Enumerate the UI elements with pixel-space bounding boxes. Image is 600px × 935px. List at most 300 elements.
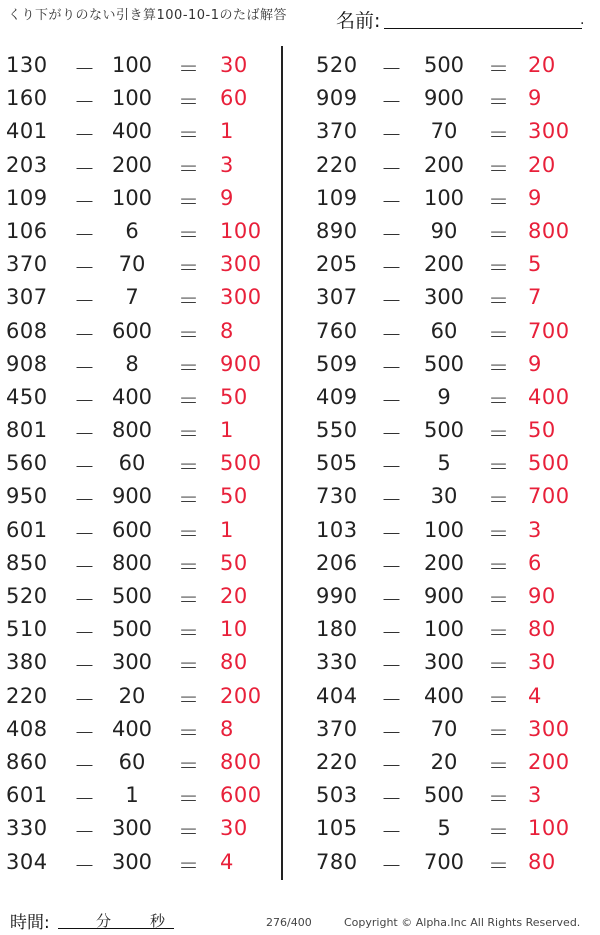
problem-row — [0, 247, 270, 280]
minus-sign: － — [381, 687, 402, 712]
answer: 90 — [528, 584, 556, 608]
answer: 5 — [528, 252, 542, 277]
problem-row — [308, 214, 578, 247]
minuend: 560 — [6, 451, 48, 476]
problem-row — [0, 181, 270, 214]
minuend: 801 — [6, 418, 48, 443]
minuend: 404 — [316, 683, 358, 708]
answer: 500 — [528, 451, 570, 476]
problem-row — [0, 745, 270, 778]
minuend: 401 — [6, 119, 48, 144]
problem-row — [0, 413, 270, 446]
equals-sign: ＝ — [488, 322, 509, 347]
name-underline — [384, 28, 582, 29]
answer: 100 — [220, 218, 262, 243]
answer: 30 — [528, 650, 556, 675]
answer: 30 — [220, 816, 248, 841]
minuend: 860 — [6, 749, 48, 774]
answer: 50 — [220, 550, 248, 575]
minuend: 180 — [316, 617, 358, 642]
problem-row — [0, 645, 270, 678]
problem-row — [308, 745, 578, 778]
problem-row — [0, 81, 270, 114]
name-label: 名前: — [336, 10, 381, 32]
answer: 200 — [220, 683, 262, 708]
answer: 7 — [528, 285, 542, 310]
minuend: 908 — [6, 351, 48, 376]
equals-sign: ＝ — [178, 90, 199, 115]
answer: 500 — [220, 451, 262, 476]
minus-sign: － — [74, 853, 95, 878]
answer: 9 — [220, 185, 234, 210]
minuend: 990 — [316, 584, 358, 608]
problem-row — [308, 81, 578, 114]
subtrahend: 60 — [118, 451, 146, 476]
answer: 9 — [528, 351, 542, 376]
subtrahend: 500 — [423, 418, 465, 443]
minus-sign: － — [74, 753, 95, 778]
subtrahend: 200 — [423, 252, 465, 277]
answer: 100 — [528, 816, 570, 841]
minus-sign: － — [381, 256, 402, 281]
minus-sign: － — [74, 123, 95, 148]
minus-sign: － — [74, 57, 95, 81]
answer: 300 — [220, 285, 262, 310]
minus-sign: － — [74, 189, 95, 214]
minus-sign: － — [74, 488, 95, 513]
subtrahend: 400 — [423, 683, 465, 708]
minus-sign: － — [74, 554, 95, 579]
subtrahend: 90 — [430, 218, 458, 243]
minuend: 370 — [6, 252, 48, 277]
minus-sign: － — [74, 90, 95, 115]
minuend: 780 — [316, 849, 358, 874]
minus-sign: － — [74, 355, 95, 380]
problem-row — [0, 114, 270, 147]
answer: 3 — [528, 783, 542, 808]
problem-row — [0, 314, 270, 347]
subtrahend: 300 — [423, 650, 465, 675]
answer: 4 — [220, 849, 234, 874]
minus-sign: － — [74, 256, 95, 281]
subtrahend: 100 — [423, 185, 465, 210]
time-label: 時間: — [10, 913, 50, 933]
equals-sign: ＝ — [178, 720, 199, 745]
subtrahend: 900 — [423, 584, 465, 608]
problem-row — [0, 579, 270, 612]
equals-sign: ＝ — [178, 57, 199, 81]
minuend: 330 — [6, 816, 48, 841]
equals-sign: ＝ — [488, 57, 509, 81]
minuend: 450 — [6, 384, 48, 409]
minus-sign: － — [74, 787, 95, 812]
problem-row — [0, 446, 270, 479]
equals-sign: ＝ — [178, 588, 199, 612]
problem-row — [308, 347, 578, 380]
equals-sign: ＝ — [488, 90, 509, 115]
minuend: 206 — [316, 550, 358, 575]
problem-row — [0, 280, 270, 313]
problem-row — [0, 778, 270, 811]
problem-row — [308, 612, 578, 645]
minus-sign: － — [74, 521, 95, 546]
subtrahend: 200 — [111, 152, 153, 177]
minus-sign: － — [381, 787, 402, 812]
seconds-label: 秒 — [150, 912, 166, 930]
minus-sign: － — [381, 222, 402, 247]
problem-row — [0, 214, 270, 247]
equals-sign: ＝ — [488, 156, 509, 181]
subtrahend: 100 — [423, 517, 465, 542]
minuend: 760 — [316, 318, 358, 343]
equals-sign: ＝ — [488, 720, 509, 745]
answer: 10 — [220, 617, 248, 642]
equals-sign: ＝ — [488, 488, 509, 513]
minus-sign: － — [74, 289, 95, 314]
minus-sign: － — [381, 654, 402, 679]
minuend: 307 — [6, 285, 48, 310]
subtrahend: 300 — [111, 650, 153, 675]
equals-sign: ＝ — [178, 388, 199, 413]
subtrahend: 300 — [111, 849, 153, 874]
equals-sign: ＝ — [488, 787, 509, 812]
minuend: 510 — [6, 617, 48, 642]
problem-row — [308, 778, 578, 811]
subtrahend: 30 — [430, 484, 458, 509]
minus-sign: － — [381, 388, 402, 413]
minuend: 370 — [316, 716, 358, 741]
minuend: 220 — [6, 683, 48, 708]
answer: 30 — [220, 53, 248, 77]
problem-row — [0, 612, 270, 645]
column-divider — [281, 46, 283, 880]
problem-row — [308, 114, 578, 147]
minuend: 109 — [316, 185, 358, 210]
minus-sign: － — [74, 422, 95, 447]
equals-sign: ＝ — [178, 621, 199, 646]
problem-row — [0, 679, 270, 712]
subtrahend: 300 — [423, 285, 465, 310]
answer: 3 — [220, 152, 234, 177]
worksheet-title: くり下がりのない引き算100-10-1のたば解答 — [8, 8, 288, 23]
minuend: 220 — [316, 749, 358, 774]
answer: 60 — [220, 86, 248, 111]
minus-sign: － — [381, 90, 402, 115]
subtrahend: 1 — [125, 783, 139, 808]
minuend: 203 — [6, 152, 48, 177]
minuend: 370 — [316, 119, 358, 144]
equals-sign: ＝ — [488, 521, 509, 546]
equals-sign: ＝ — [488, 422, 509, 447]
equals-sign: ＝ — [488, 687, 509, 712]
problem-row — [0, 148, 270, 181]
answer: 8 — [220, 716, 234, 741]
minus-sign: － — [74, 222, 95, 247]
minuend: 890 — [316, 218, 358, 243]
minuend: 220 — [316, 152, 358, 177]
minuend: 730 — [316, 484, 358, 509]
problem-row — [308, 513, 578, 546]
minuend: 109 — [6, 185, 48, 210]
problem-row — [0, 811, 270, 844]
answer: 9 — [528, 185, 542, 210]
equals-sign: ＝ — [178, 156, 199, 181]
minus-sign: － — [381, 156, 402, 181]
minuend: 601 — [6, 517, 48, 542]
subtrahend: 20 — [430, 749, 458, 774]
problem-row — [308, 314, 578, 347]
minus-sign: － — [381, 455, 402, 480]
minuend: 520 — [6, 584, 48, 608]
answer: 3 — [528, 517, 542, 542]
equals-sign: ＝ — [178, 289, 199, 314]
problem-row — [308, 645, 578, 678]
minus-sign: － — [74, 455, 95, 480]
problem-row — [0, 546, 270, 579]
equals-sign: ＝ — [178, 222, 199, 247]
equals-sign: ＝ — [178, 753, 199, 778]
subtrahend: 500 — [111, 617, 153, 642]
answer: 20 — [220, 584, 248, 608]
answer: 300 — [528, 119, 570, 144]
minus-sign: － — [381, 853, 402, 878]
subtrahend: 700 — [423, 849, 465, 874]
equals-sign: ＝ — [178, 787, 199, 812]
answer: 80 — [528, 617, 556, 642]
equals-sign: ＝ — [178, 455, 199, 480]
subtrahend: 5 — [437, 451, 451, 476]
problem-row — [308, 446, 578, 479]
problem-row — [308, 181, 578, 214]
minus-sign: － — [381, 588, 402, 612]
minuend: 503 — [316, 783, 358, 808]
answer: 1 — [220, 418, 234, 443]
minuend: 130 — [6, 53, 48, 77]
problem-row — [0, 712, 270, 745]
subtrahend: 800 — [111, 418, 153, 443]
minuend: 608 — [6, 318, 48, 343]
problem-row — [308, 579, 578, 612]
minuend: 307 — [316, 285, 358, 310]
equals-sign: ＝ — [488, 853, 509, 878]
subtrahend: 400 — [111, 716, 153, 741]
name-dot: . — [580, 12, 585, 28]
subtrahend: 100 — [423, 617, 465, 642]
subtrahend: 8 — [125, 351, 139, 376]
minus-sign: － — [74, 820, 95, 845]
subtrahend: 300 — [111, 816, 153, 841]
equals-sign: ＝ — [488, 388, 509, 413]
minuend: 408 — [6, 716, 48, 741]
minuend: 909 — [316, 86, 358, 111]
answer: 6 — [528, 550, 542, 575]
subtrahend: 100 — [111, 185, 153, 210]
equals-sign: ＝ — [178, 488, 199, 513]
equals-sign: ＝ — [178, 521, 199, 546]
subtrahend: 100 — [111, 53, 153, 77]
equals-sign: ＝ — [178, 820, 199, 845]
answer: 1 — [220, 517, 234, 542]
answer: 700 — [528, 484, 570, 509]
minuend: 106 — [6, 218, 48, 243]
equals-sign: ＝ — [178, 256, 199, 281]
problem-row — [0, 845, 270, 878]
problem-row — [308, 845, 578, 878]
minuend: 205 — [316, 252, 358, 277]
equals-sign: ＝ — [488, 654, 509, 679]
subtrahend: 900 — [423, 86, 465, 111]
answer: 4 — [528, 683, 542, 708]
problem-row — [0, 380, 270, 413]
equals-sign: ＝ — [488, 289, 509, 314]
problem-row — [308, 247, 578, 280]
subtrahend: 7 — [125, 285, 139, 310]
equals-sign: ＝ — [178, 687, 199, 712]
equals-sign: ＝ — [178, 554, 199, 579]
answer: 800 — [528, 218, 570, 243]
left-problem-column — [0, 48, 270, 878]
answer: 50 — [220, 484, 248, 509]
problem-row — [308, 280, 578, 313]
name-field-area — [336, 6, 586, 32]
minutes-label: 分 — [96, 912, 112, 930]
subtrahend: 200 — [423, 152, 465, 177]
minuend: 103 — [316, 517, 358, 542]
answer: 8 — [220, 318, 234, 343]
answer: 600 — [220, 783, 262, 808]
minus-sign: － — [381, 57, 402, 81]
subtrahend: 70 — [430, 119, 458, 144]
minuend: 520 — [316, 53, 358, 77]
minus-sign: － — [381, 488, 402, 513]
answer: 200 — [528, 749, 570, 774]
equals-sign: ＝ — [488, 621, 509, 646]
minus-sign: － — [381, 521, 402, 546]
equals-sign: ＝ — [488, 554, 509, 579]
subtrahend: 500 — [423, 53, 465, 77]
minuend: 950 — [6, 484, 48, 509]
problem-row — [308, 479, 578, 512]
minuend: 601 — [6, 783, 48, 808]
minus-sign: － — [74, 687, 95, 712]
minus-sign: － — [74, 654, 95, 679]
equals-sign: ＝ — [488, 123, 509, 148]
minus-sign: － — [381, 554, 402, 579]
answer: 900 — [220, 351, 262, 376]
subtrahend: 60 — [118, 749, 146, 774]
problem-row — [308, 413, 578, 446]
page-number: 276/400 — [266, 916, 312, 929]
minuend: 850 — [6, 550, 48, 575]
equals-sign: ＝ — [488, 256, 509, 281]
subtrahend: 500 — [423, 351, 465, 376]
answer: 9 — [528, 86, 542, 111]
equals-sign: ＝ — [488, 455, 509, 480]
minus-sign: － — [381, 355, 402, 380]
equals-sign: ＝ — [178, 189, 199, 214]
problem-row — [308, 148, 578, 181]
minus-sign: － — [381, 820, 402, 845]
problem-row — [0, 479, 270, 512]
minus-sign: － — [381, 621, 402, 646]
answer: 300 — [528, 716, 570, 741]
minuend: 550 — [316, 418, 358, 443]
problem-row — [0, 48, 270, 81]
equals-sign: ＝ — [488, 222, 509, 247]
minus-sign: － — [74, 388, 95, 413]
minuend: 160 — [6, 86, 48, 111]
problem-row — [308, 679, 578, 712]
problem-row — [308, 48, 578, 81]
right-problem-column — [308, 48, 578, 878]
copyright-notice: Copyright © Alpha.Inc All Rights Reserved. — [344, 916, 581, 929]
problem-row — [0, 347, 270, 380]
subtrahend: 200 — [423, 550, 465, 575]
minus-sign: － — [381, 189, 402, 214]
answer: 700 — [528, 318, 570, 343]
equals-sign: ＝ — [178, 853, 199, 878]
minus-sign: － — [381, 720, 402, 745]
minuend: 380 — [6, 650, 48, 675]
subtrahend: 70 — [430, 716, 458, 741]
minus-sign: － — [381, 322, 402, 347]
equals-sign: ＝ — [178, 322, 199, 347]
minus-sign: － — [381, 289, 402, 314]
equals-sign: ＝ — [178, 422, 199, 447]
equals-sign: ＝ — [488, 189, 509, 214]
subtrahend: 5 — [437, 816, 451, 841]
problem-row — [308, 380, 578, 413]
answer: 300 — [220, 252, 262, 277]
answer: 400 — [528, 384, 570, 409]
subtrahend: 6 — [125, 218, 139, 243]
subtrahend: 9 — [437, 384, 451, 409]
minuend: 505 — [316, 451, 358, 476]
answer: 80 — [220, 650, 248, 675]
answer: 50 — [528, 418, 556, 443]
answer: 1 — [220, 119, 234, 144]
minus-sign: － — [74, 156, 95, 181]
minus-sign: － — [381, 123, 402, 148]
subtrahend: 600 — [111, 318, 153, 343]
problem-row — [308, 546, 578, 579]
equals-sign: ＝ — [488, 355, 509, 380]
equals-sign: ＝ — [488, 820, 509, 845]
subtrahend: 900 — [111, 484, 153, 509]
answer: 80 — [528, 849, 556, 874]
equals-sign: ＝ — [488, 588, 509, 612]
problem-row — [308, 712, 578, 745]
minus-sign: － — [381, 422, 402, 447]
subtrahend: 800 — [111, 550, 153, 575]
answer: 800 — [220, 749, 262, 774]
minuend: 509 — [316, 351, 358, 376]
subtrahend: 600 — [111, 517, 153, 542]
answer: 50 — [220, 384, 248, 409]
answer: 20 — [528, 152, 556, 177]
equals-sign: ＝ — [178, 355, 199, 380]
subtrahend: 500 — [111, 584, 153, 608]
minuend: 105 — [316, 816, 358, 841]
minus-sign: － — [381, 753, 402, 778]
subtrahend: 20 — [118, 683, 146, 708]
subtrahend: 100 — [111, 86, 153, 111]
equals-sign: ＝ — [178, 654, 199, 679]
subtrahend: 500 — [423, 783, 465, 808]
minus-sign: － — [74, 588, 95, 612]
equals-sign: ＝ — [178, 123, 199, 148]
minus-sign: － — [74, 621, 95, 646]
